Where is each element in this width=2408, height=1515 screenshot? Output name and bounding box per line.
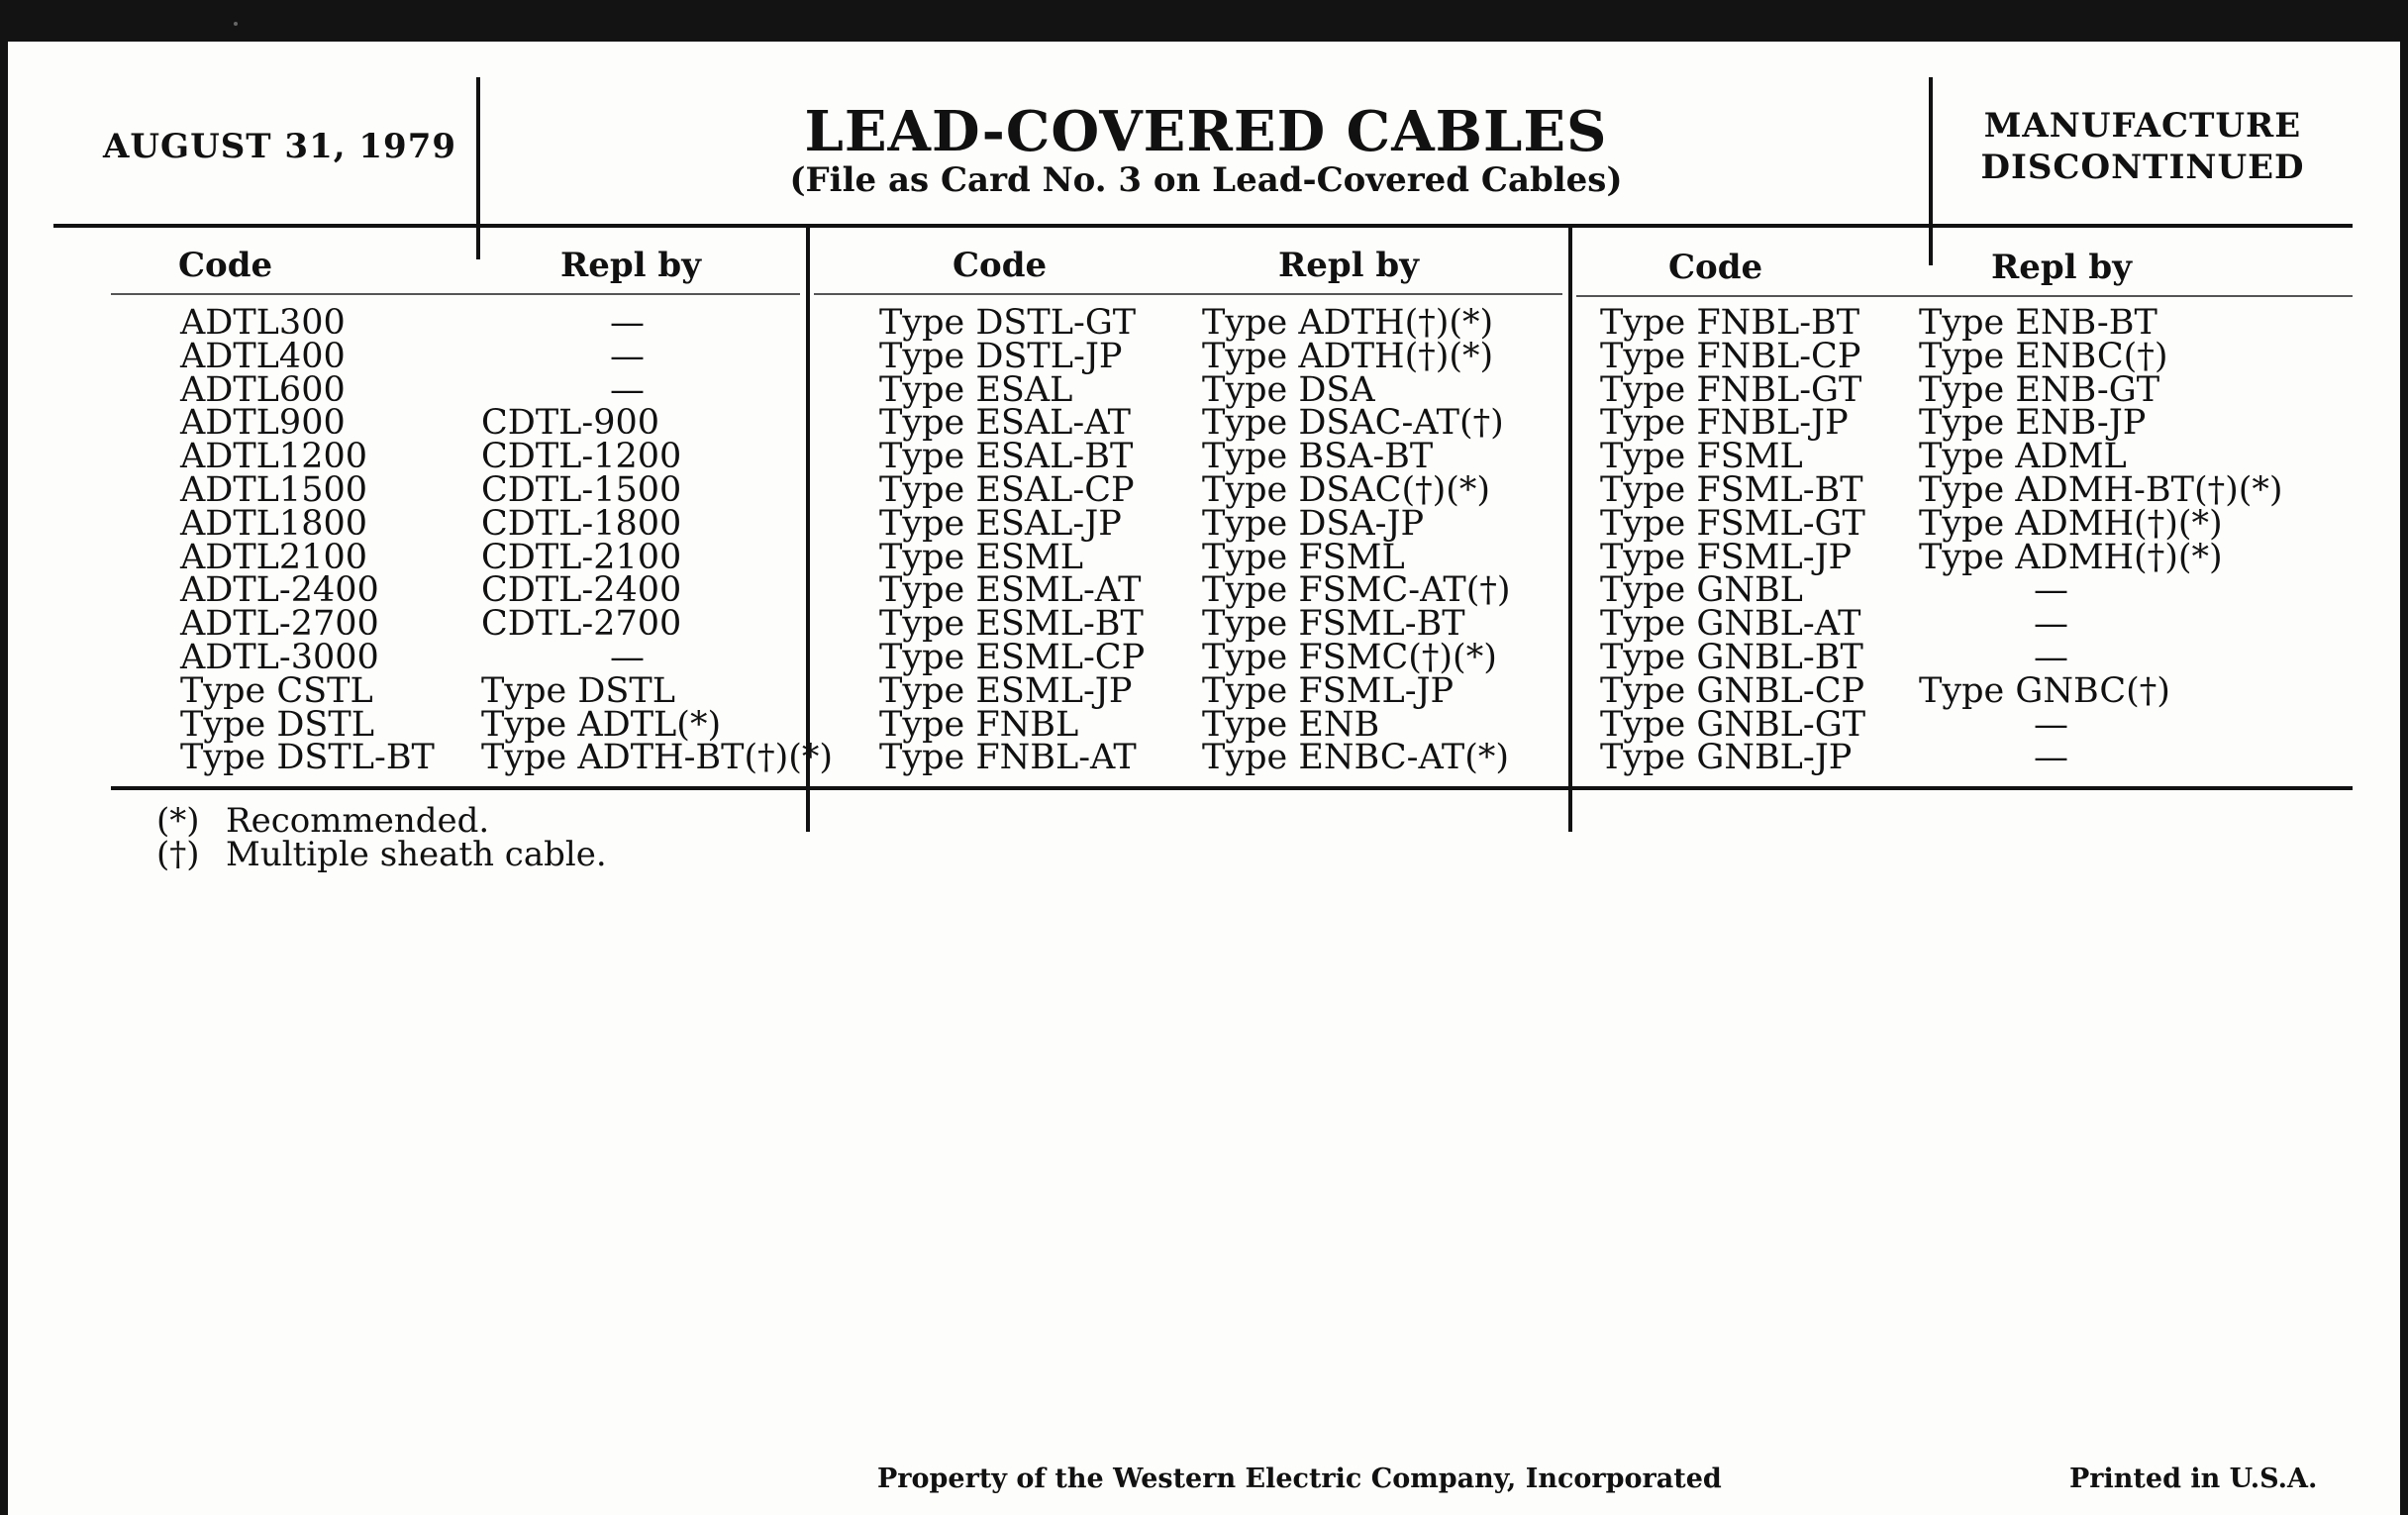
code-cell: Type DSTL-BT [180, 738, 435, 778]
code-cell: Type FNBL [879, 704, 1079, 745]
code-cell: Type FNBL-JP [1600, 403, 1849, 444]
footnote-symbol: (†) [156, 835, 200, 874]
code-cell: Type FNBL-AT [879, 738, 1137, 778]
footnote-recommended [156, 801, 490, 841]
card-date: AUGUST 31, 1979 [103, 127, 457, 166]
code-cell: ADTL600 [180, 369, 346, 410]
repl-cell: Type DSAC(†)(*) [1202, 469, 1491, 510]
repl-cell: — [2034, 570, 2068, 611]
page-title: LEAD-COVERED CABLES [804, 99, 1608, 164]
status-line-2: DISCONTINUED [1980, 148, 2305, 187]
code-cell: Type GNBL [1600, 570, 1803, 611]
code-cell: Type ESAL-CP [879, 469, 1135, 510]
repl-cell: Type FSMC-AT(†) [1202, 570, 1511, 611]
col-header-code-1: Code [178, 246, 273, 285]
repl-cell: Type ENB-BT [1919, 303, 2157, 343]
footnote-symbol: (*) [156, 801, 200, 841]
status-line-1: MANUFACTURE [1983, 106, 2302, 146]
repl-cell: Type ENB [1202, 704, 1380, 745]
footer-property: Property of the Western Electric Company, Incorporated [877, 1464, 1722, 1494]
code-cell: Type FNBL-GT [1600, 369, 1862, 410]
header-underline-2 [814, 293, 1562, 295]
code-cell: ADTL2100 [180, 537, 367, 577]
repl-cell: Type ENB-GT [1919, 369, 2160, 410]
group1-repl-column [481, 303, 834, 778]
code-cell: Type ESML-BT [879, 604, 1144, 645]
code-cell: Type ESAL [879, 369, 1073, 410]
page-subtitle: (File as Card No. 3 on Lead-Covered Cables) [789, 160, 1623, 200]
group3-code-column [1600, 303, 1866, 778]
repl-cell: Type FSML-JP [1202, 670, 1455, 711]
table-top-rule [53, 224, 2353, 228]
repl-cell: — [610, 336, 645, 376]
code-cell: Type FSML [1600, 437, 1803, 477]
repl-cell: Type ADMH(†)(*) [1919, 537, 2223, 577]
repl-cell: Type FSML [1202, 537, 1405, 577]
repl-cell: — [2034, 637, 2068, 677]
repl-cell: — [2034, 738, 2068, 778]
code-cell: ADTL-2700 [180, 604, 379, 645]
code-cell: Type ESML-AT [879, 570, 1142, 611]
repl-cell: Type ADMH-BT(†)(*) [1919, 469, 2283, 510]
header-underline-1 [111, 293, 800, 295]
repl-cell: — [610, 369, 645, 410]
col-header-repl-3: Repl by [1991, 248, 2132, 287]
code-cell: Type CSTL [180, 670, 373, 711]
footnote-multiple-sheath [156, 835, 607, 874]
code-cell: Type ESML-CP [879, 637, 1146, 677]
code-cell: Type FSML-BT [1600, 469, 1863, 510]
status-label [1955, 105, 2331, 188]
reference-card [8, 42, 2400, 1515]
group2-code-column [879, 303, 1146, 778]
footnote-text: Recommended. [226, 801, 490, 841]
repl-cell: CDTL-2700 [481, 604, 682, 645]
repl-cell: CDTL-2400 [481, 570, 682, 611]
code-cell: Type ESAL-BT [879, 437, 1134, 477]
repl-cell: CDTL-1500 [481, 469, 682, 510]
code-cell: Type ESML-JP [879, 670, 1133, 711]
code-cell: ADTL1800 [180, 503, 367, 544]
code-cell: Type ESAL-AT [879, 403, 1131, 444]
code-cell: Type FSML-JP [1600, 537, 1853, 577]
code-cell: Type GNBL-CP [1600, 670, 1865, 711]
group3-repl-column [1919, 303, 2283, 778]
repl-cell: CDTL-900 [481, 403, 660, 444]
code-cell: ADTL300 [180, 303, 346, 343]
repl-cell: Type ADTH-BT(†)(*) [481, 738, 834, 778]
repl-cell: Type ADTH(†)(*) [1202, 336, 1494, 376]
table-bottom-rule [111, 786, 2353, 790]
repl-cell: Type DSTL [481, 670, 675, 711]
code-cell: ADTL900 [180, 403, 346, 444]
footnote-text: Multiple sheath cable. [226, 835, 607, 874]
group2-repl-column [1202, 303, 1511, 778]
code-cell: Type ESAL-JP [879, 503, 1122, 544]
code-cell: Type GNBL-GT [1600, 704, 1866, 745]
repl-cell: — [610, 637, 645, 677]
code-cell: Type DSTL-JP [879, 336, 1123, 376]
group1-code-column [180, 303, 435, 778]
col-header-code-2: Code [953, 246, 1048, 285]
repl-cell: Type ENBC-AT(*) [1202, 738, 1510, 778]
code-cell: Type ESML [879, 537, 1083, 577]
col-header-code-3: Code [1668, 248, 1763, 287]
repl-cell: CDTL-2100 [481, 537, 682, 577]
repl-cell: Type ADMH(†)(*) [1919, 503, 2223, 544]
code-cell: Type DSTL-GT [879, 303, 1137, 343]
code-cell: Type FSML-GT [1600, 503, 1865, 544]
code-cell: ADTL-3000 [180, 637, 379, 677]
repl-cell: Type GNBC(†) [1919, 670, 2170, 711]
repl-cell: CDTL-1800 [481, 503, 682, 544]
col-header-repl-1: Repl by [560, 246, 701, 285]
repl-cell: Type BSA-BT [1202, 437, 1434, 477]
repl-cell: — [2034, 704, 2068, 745]
repl-cell: Type FSML-BT [1202, 604, 1465, 645]
code-cell: Type GNBL-AT [1600, 604, 1861, 645]
repl-cell: Type DSA [1202, 369, 1375, 410]
footer-printed: Printed in U.S.A. [2069, 1464, 2318, 1494]
header-divider-left [476, 77, 480, 259]
repl-cell: Type ENB-JP [1919, 403, 2147, 444]
repl-cell: Type ADTH(†)(*) [1202, 303, 1494, 343]
repl-cell: Type DSA-JP [1202, 503, 1425, 544]
repl-cell: Type ADML [1919, 437, 2127, 477]
code-cell: Type DSTL [180, 704, 374, 745]
scan-speck [234, 22, 238, 26]
group-divider-2 [1568, 226, 1572, 832]
repl-cell: Type ADTL(*) [481, 704, 722, 745]
code-cell: ADTL1200 [180, 437, 367, 477]
code-cell: ADTL400 [180, 336, 346, 376]
code-cell: ADTL1500 [180, 469, 367, 510]
repl-cell: — [2034, 604, 2068, 645]
code-cell: Type GNBL-JP [1600, 738, 1853, 778]
repl-cell: Type ENBC(†) [1919, 336, 2168, 376]
col-header-repl-2: Repl by [1278, 246, 1419, 285]
repl-cell: — [610, 303, 645, 343]
code-cell: Type FNBL-CP [1600, 336, 1861, 376]
code-cell: Type FNBL-BT [1600, 303, 1860, 343]
code-cell: ADTL-2400 [180, 570, 379, 611]
repl-cell: Type FSMC(†)(*) [1202, 637, 1497, 677]
header-underline-3 [1576, 295, 2353, 297]
repl-cell: CDTL-1200 [481, 437, 682, 477]
header-divider-right [1929, 77, 1933, 265]
repl-cell: Type DSAC-AT(†) [1202, 403, 1504, 444]
code-cell: Type GNBL-BT [1600, 637, 1863, 677]
